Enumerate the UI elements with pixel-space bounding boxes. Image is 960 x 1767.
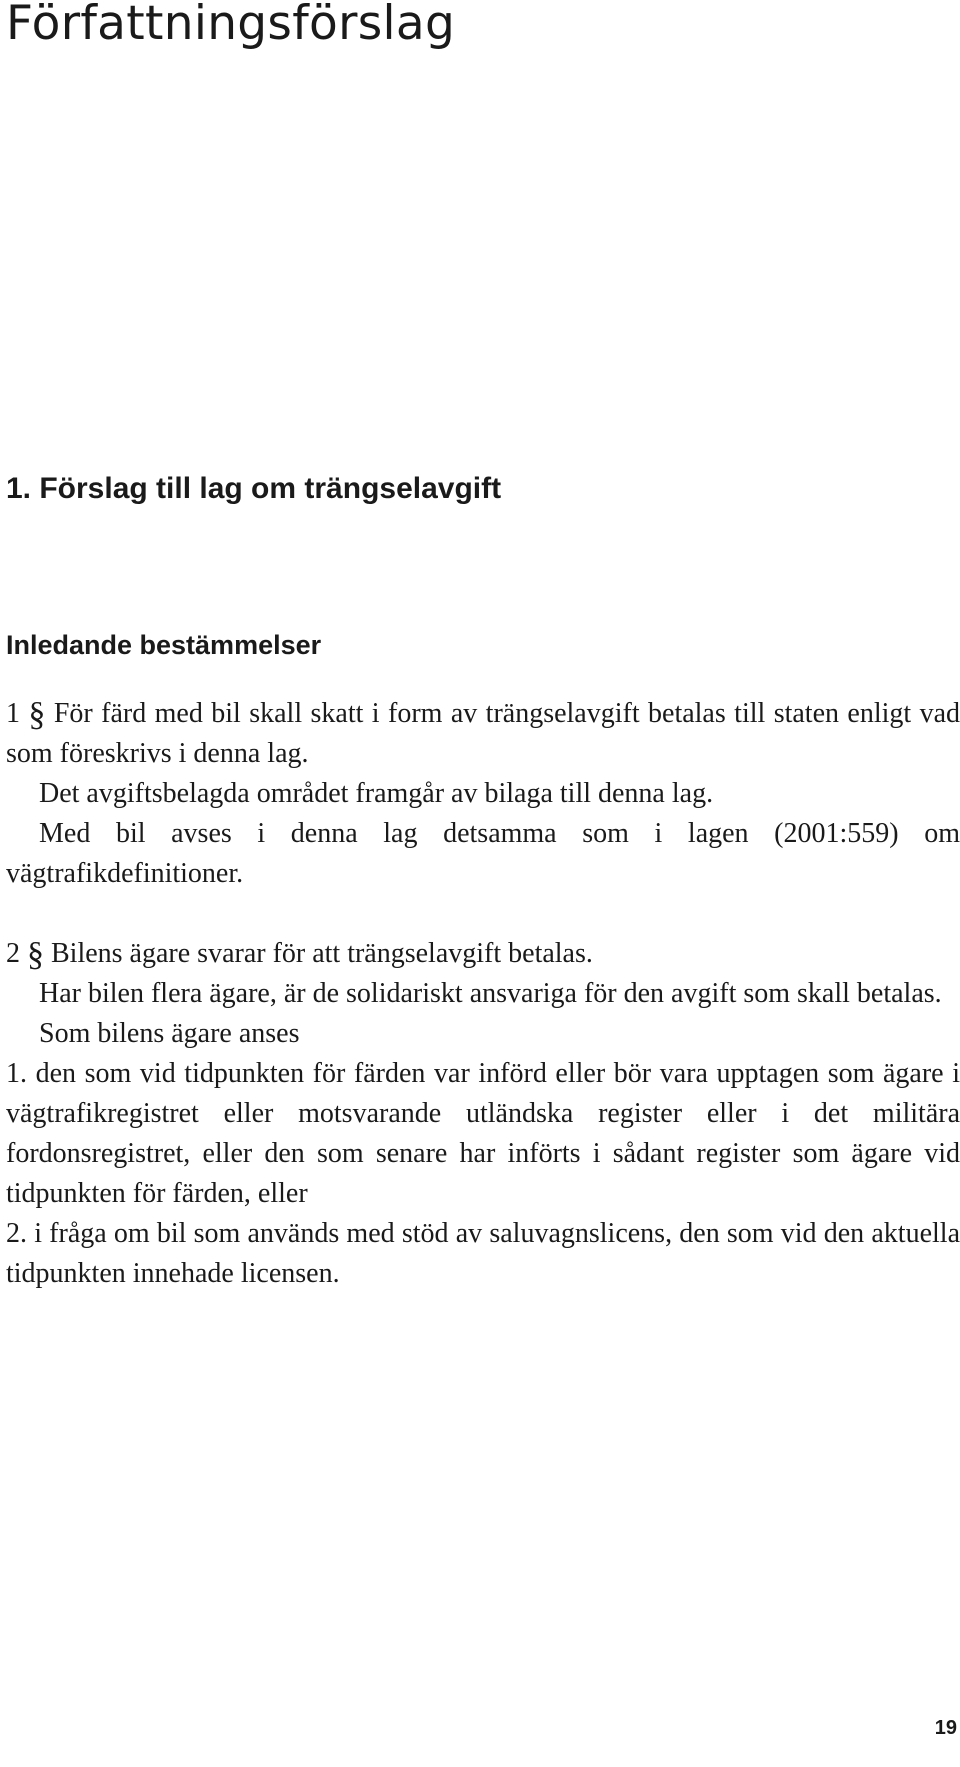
section-2-number: 2 bbox=[6, 938, 20, 969]
section-1-text: För färd med bil skall skatt i form av trängselavgift betalas till staten enligt vad som föreskrivs i denna lag. bbox=[6, 698, 960, 769]
page-title: Författningsförslag bbox=[6, 0, 456, 51]
section-2-text: Bilens ägare svarar för att trängselavgift betalas. bbox=[51, 938, 593, 969]
page-number: 19 bbox=[934, 1717, 957, 1739]
section-1-paragraph-1 bbox=[6, 694, 960, 774]
section-1-number: 1 bbox=[6, 698, 20, 729]
section-heading: 1. Förslag till lag om trängselavgift bbox=[6, 472, 502, 505]
law-text bbox=[6, 694, 960, 1294]
section-2-paragraph-2: Har bilen flera ägare, är de solidariskt ansvariga för den avgift som skall betalas. bbox=[39, 978, 942, 1009]
section-2-paragraph-1 bbox=[6, 934, 960, 974]
list-item: 1. den som vid tidpunkten för färden var införd eller bör vara upptagen som ägare i vägtrafikregistret eller motsvarande utländska register eller i det militära fordonsregistret, eller den som senare har införts i sådant register som ägare vid tidpunkten för färden, eller bbox=[6, 1058, 960, 1209]
list-item: 2. i fråga om bil som används med stöd av saluvagnslicens, den som vid den aktuella tidpunkten innehade licensen. bbox=[6, 1218, 960, 1289]
section-1-paragraph-2: Det avgiftsbelagda området framgår av bilaga till denna lag. bbox=[39, 778, 714, 809]
section-2-paragraph-3: Som bilens ägare anses bbox=[39, 1018, 300, 1049]
section-symbol: § bbox=[28, 696, 46, 733]
section-symbol: § bbox=[27, 936, 44, 973]
subsection-heading: Inledande bestämmelser bbox=[6, 630, 322, 660]
section-1-paragraph-3: Med bil avses i denna lag detsamma som i lagen (2001:559) om vägtrafikdefinitioner. bbox=[6, 818, 960, 889]
